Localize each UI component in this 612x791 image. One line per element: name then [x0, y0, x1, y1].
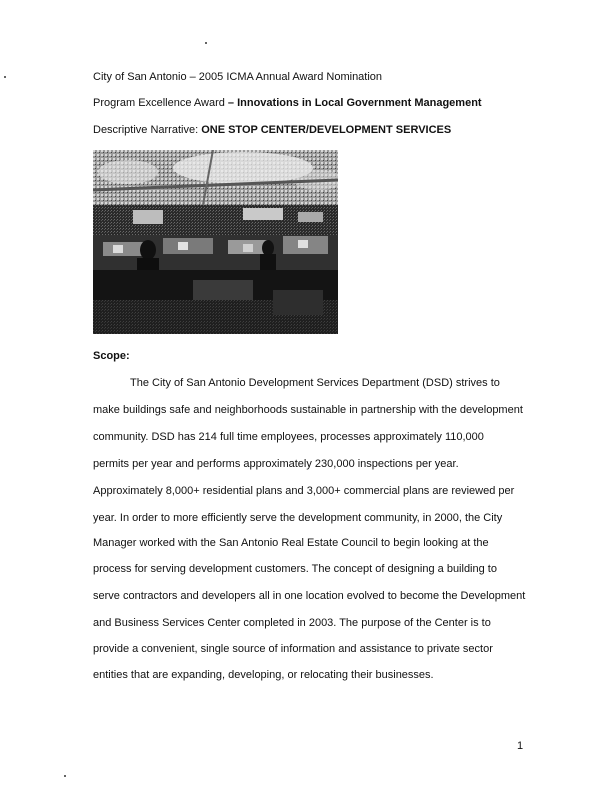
- scope-heading: Scope:: [93, 350, 130, 362]
- award-category: [93, 96, 482, 110]
- paragraph-line: year. In order to more efficiently serve the development community, in 2000, the City: [93, 512, 503, 524]
- paragraph-line: entities that are expanding, developing, or relocating their businesses.: [93, 669, 434, 681]
- paragraph-line: make buildings safe and neighborhoods sustainable in partnership with the development: [93, 404, 523, 416]
- narrative-title: [93, 123, 451, 137]
- paragraph-line: provide a convenient, single source of information and assistance to private sector: [93, 643, 493, 655]
- award-nomination-title: City of San Antonio – 2005 ICMA Annual Award Nomination: [93, 71, 383, 83]
- paragraph-line: community. DSD has 214 full time employees, processes approximately 110,000: [93, 431, 484, 443]
- award-category-prefix: Program Excellence Award: [93, 97, 228, 109]
- paragraph-line: process for serving development customers. The concept of designing a building to: [93, 563, 497, 575]
- paragraph-line: permits per year and performs approximately 230,000 inspections per year.: [93, 458, 459, 470]
- scan-speck: [205, 42, 207, 44]
- paragraph-line: serve contractors and developers all in one location evolved to become the Development: [93, 590, 526, 602]
- paragraph-line: and Business Services Center completed in 2003. The purpose of the Center is to: [93, 617, 491, 629]
- scan-speck: [64, 775, 66, 777]
- scan-speck: [4, 76, 6, 78]
- one-stop-center-photo: [93, 150, 338, 334]
- paragraph-line: Approximately 8,000+ residential plans and 3,000+ commercial plans are reviewed per: [93, 485, 515, 497]
- paragraph-line: The City of San Antonio Development Services Department (DSD) strives to: [130, 377, 500, 389]
- paragraph-line: Manager worked with the San Antonio Real Estate Council to begin looking at the: [93, 537, 489, 549]
- award-category-name: – Innovations in Local Government Management: [227, 97, 482, 109]
- narrative-title-name: ONE STOP CENTER/DEVELOPMENT SERVICES: [201, 124, 452, 136]
- page-number: 1: [517, 740, 524, 752]
- narrative-title-prefix: Descriptive Narrative:: [93, 124, 202, 136]
